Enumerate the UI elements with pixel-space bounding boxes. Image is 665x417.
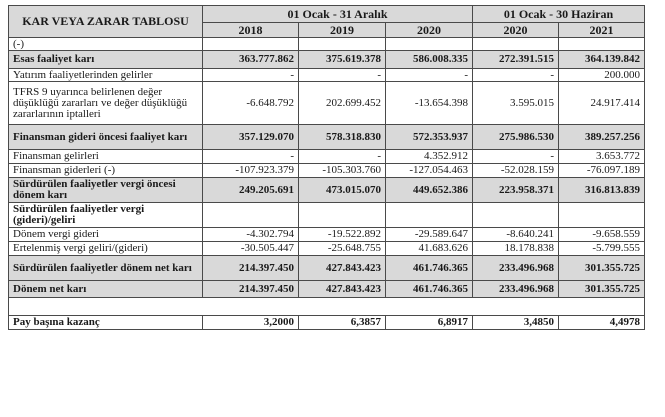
row-label: Ertelenmiş vergi geliri/(gideri) — [9, 242, 203, 256]
value-cell: 6,8917 — [386, 316, 473, 330]
value-cell — [299, 38, 386, 51]
value-cell: 427.843.423 — [299, 256, 386, 281]
table-row — [9, 316, 645, 330]
row-label: Esas faaliyet karı — [9, 51, 203, 69]
value-cell: 316.813.839 — [559, 178, 645, 203]
kar-zarar-table — [8, 5, 645, 330]
value-cell: -9.658.559 — [559, 228, 645, 242]
table-row — [9, 82, 645, 125]
value-cell: 301.355.725 — [559, 281, 645, 298]
value-cell — [559, 298, 645, 316]
value-cell: -107.923.379 — [203, 164, 299, 178]
value-cell: -13.654.398 — [386, 82, 473, 125]
value-cell — [473, 203, 559, 228]
value-cell: 578.318.830 — [299, 125, 386, 150]
value-cell — [299, 298, 386, 316]
value-cell: 3.653.772 — [559, 150, 645, 164]
row-label: (-) — [9, 38, 203, 51]
value-cell: 4,4978 — [559, 316, 645, 330]
value-cell: 301.355.725 — [559, 256, 645, 281]
row-label: TFRS 9 uyarınca belirlenen değer düşüklüğü zararları ve değer düşüklüğü zararlarının iptalleri — [9, 82, 203, 125]
value-cell: 41.683.626 — [386, 242, 473, 256]
value-cell — [559, 203, 645, 228]
value-cell — [386, 203, 473, 228]
value-cell: -8.640.241 — [473, 228, 559, 242]
value-cell: -105.303.760 — [299, 164, 386, 178]
value-cell: 272.391.515 — [473, 51, 559, 69]
value-cell: 586.008.335 — [386, 51, 473, 69]
value-cell: -52.028.159 — [473, 164, 559, 178]
value-cell: 275.986.530 — [473, 125, 559, 150]
value-cell: 473.015.070 — [299, 178, 386, 203]
period-header-annual: 01 Ocak - 31 Aralık — [203, 6, 473, 23]
value-cell: - — [473, 69, 559, 82]
period-header-half-year: 01 Ocak - 30 Haziran — [473, 6, 645, 23]
year-header: 2020 — [473, 23, 559, 38]
table-row — [9, 298, 645, 316]
value-cell: -30.505.447 — [203, 242, 299, 256]
value-cell: 357.129.070 — [203, 125, 299, 150]
table-row — [9, 51, 645, 69]
value-cell: 449.652.386 — [386, 178, 473, 203]
row-label: Finansman gideri öncesi faaliyet karı — [9, 125, 203, 150]
value-cell — [386, 298, 473, 316]
value-cell: 24.917.414 — [559, 82, 645, 125]
table-row — [9, 256, 645, 281]
table-row — [9, 150, 645, 164]
table-row — [9, 281, 645, 298]
value-cell: 389.257.256 — [559, 125, 645, 150]
year-header: 2019 — [299, 23, 386, 38]
value-cell — [386, 38, 473, 51]
table-row — [9, 242, 645, 256]
row-label: Yatırım faaliyetlerinden gelirler — [9, 69, 203, 82]
row-label: Sürdürülen faaliyetler vergi öncesi dönem karı — [9, 178, 203, 203]
value-cell: 18.178.838 — [473, 242, 559, 256]
row-label: Finansman giderleri (-) — [9, 164, 203, 178]
table-row — [9, 69, 645, 82]
value-cell: 233.496.968 — [473, 281, 559, 298]
value-cell: -19.522.892 — [299, 228, 386, 242]
table-body — [9, 38, 645, 330]
row-label: Finansman gelirleri — [9, 150, 203, 164]
value-cell: -127.054.463 — [386, 164, 473, 178]
value-cell: 364.139.842 — [559, 51, 645, 69]
value-cell: 202.699.452 — [299, 82, 386, 125]
value-cell — [203, 298, 299, 316]
table-row — [9, 228, 645, 242]
year-header: 2018 — [203, 23, 299, 38]
row-label: Sürdürülen faaliyetler dönem net karı — [9, 256, 203, 281]
value-cell: 4.352.912 — [386, 150, 473, 164]
row-label: Dönem vergi gideri — [9, 228, 203, 242]
value-cell: 249.205.691 — [203, 178, 299, 203]
table-row — [9, 164, 645, 178]
income-statement-table — [8, 5, 645, 330]
value-cell: -5.799.555 — [559, 242, 645, 256]
value-cell: 233.496.968 — [473, 256, 559, 281]
value-cell: 200.000 — [559, 69, 645, 82]
value-cell: 214.397.450 — [203, 281, 299, 298]
value-cell: - — [386, 69, 473, 82]
value-cell: 223.958.371 — [473, 178, 559, 203]
value-cell: 461.746.365 — [386, 281, 473, 298]
value-cell: - — [203, 69, 299, 82]
value-cell: - — [299, 150, 386, 164]
value-cell: -76.097.189 — [559, 164, 645, 178]
value-cell: 3,4850 — [473, 316, 559, 330]
value-cell — [473, 298, 559, 316]
row-label: Sürdürülen faaliyetler vergi (gideri)/geliri — [9, 203, 203, 228]
table-row — [9, 125, 645, 150]
value-cell: 427.843.423 — [299, 281, 386, 298]
value-cell: 572.353.937 — [386, 125, 473, 150]
table-row — [9, 178, 645, 203]
value-cell: - — [203, 150, 299, 164]
value-cell: -29.589.647 — [386, 228, 473, 242]
value-cell: 214.397.450 — [203, 256, 299, 281]
value-cell: -6.648.792 — [203, 82, 299, 125]
value-cell — [203, 203, 299, 228]
value-cell: - — [299, 69, 386, 82]
value-cell — [299, 203, 386, 228]
value-cell: -4.302.794 — [203, 228, 299, 242]
table-row — [9, 203, 645, 228]
value-cell: -25.648.755 — [299, 242, 386, 256]
value-cell: 363.777.862 — [203, 51, 299, 69]
table-row — [9, 38, 645, 51]
value-cell — [203, 38, 299, 51]
value-cell: - — [473, 150, 559, 164]
year-header: 2020 — [386, 23, 473, 38]
year-header: 2021 — [559, 23, 645, 38]
value-cell — [473, 38, 559, 51]
value-cell: 3,2000 — [203, 316, 299, 330]
value-cell: 375.619.378 — [299, 51, 386, 69]
row-label: Dönem net karı — [9, 281, 203, 298]
row-label — [9, 298, 203, 316]
value-cell: 6,3857 — [299, 316, 386, 330]
value-cell: 3.595.015 — [473, 82, 559, 125]
value-cell — [559, 38, 645, 51]
value-cell: 461.746.365 — [386, 256, 473, 281]
table-title: KAR VEYA ZARAR TABLOSU — [9, 6, 203, 38]
row-label: Pay başına kazanç — [9, 316, 203, 330]
